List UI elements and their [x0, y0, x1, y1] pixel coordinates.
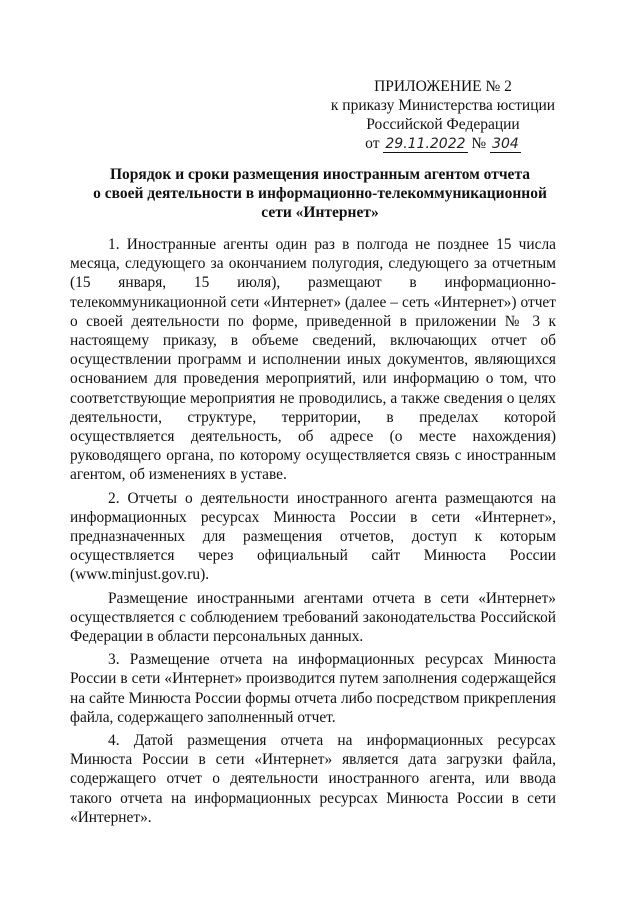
appendix-header [318, 77, 568, 154]
document-title [70, 165, 570, 222]
title-line-3: сети «Интернет» [261, 204, 379, 221]
paragraph-3: 3. Размещение отчета на информационных ресурсах Минюста России в сети «Интернет» производится путем заполнения содержащейся на сайте Минюста России формы отчета либо посредством прикрепления файла, содержащего заполненный отчет. [70, 651, 556, 726]
appendix-title: ПРИЛОЖЕНИЕ № 2 [374, 78, 512, 95]
title-line-2: о своей деятельности в информационно-телекоммуникационной [93, 185, 547, 202]
paragraph-4: 4. Датой размещения отчета на информационных ресурсах Минюста России в сети «Интернет» является дата загрузки файла, содержащего отчет о деятельности иностранного агента, или ввода такого отчета на информационных ресурсах Минюста России в сети «Интернет». [70, 732, 556, 826]
title-line-1: Порядок и сроки размещения иностранным агентом отчета [110, 166, 530, 183]
number-prefix: № [471, 135, 487, 152]
paragraph-1: 1. Иностранные агенты один раз в полгода не позднее 15 числа месяца, следующего за окончанием полугодия, следующего за отчетным (15 января, 15 июля), размещают в информационно-телекоммуникационной сети «Интернет» (далее – сеть «Интернет») отчет о своей деятельности по форме, приведенной в приложении № 3 к настоящему приказу, в объеме сведений, включающих отчет об осуществлении программ и исполнении иных документов, являющихся основанием для проведения мероприятий, или информацию о том, что соответствующие мероприятия не проводились, а также сведения о целях деятельности, структуре, территории, в пределах которой осуществляется деятельность, об адресе (о месте нахождения) руководящего органа, по которому осуществляется связь с иностранным агентом, об изменениях в уставе. [70, 236, 556, 484]
handwritten-number: 304 [492, 136, 519, 152]
paragraph-2-continued: Размещение иностранными агентами отчета в сети «Интернет» осуществляется с соблюдением требований законодательства Российской Федерации в области персональных данных. [70, 589, 556, 646]
document-body [70, 235, 556, 831]
appendix-order-reference: к приказу Министерства юстиции [330, 97, 556, 114]
paragraph-2: 2. Отчеты о деятельности иностранного агента размещаются на информационных ресурсах Минюста России в сети «Интернет», предназначенных для размещения отчетов, доступ к которым осуществляется через официальный сайт Минюста России (www.minjust.gov.ru). [70, 489, 556, 584]
date-prefix: от [365, 135, 380, 152]
handwritten-date: 29.11.2022 [385, 136, 466, 152]
appendix-date-number-line [318, 134, 568, 154]
appendix-federation: Российской Федерации [366, 116, 520, 133]
